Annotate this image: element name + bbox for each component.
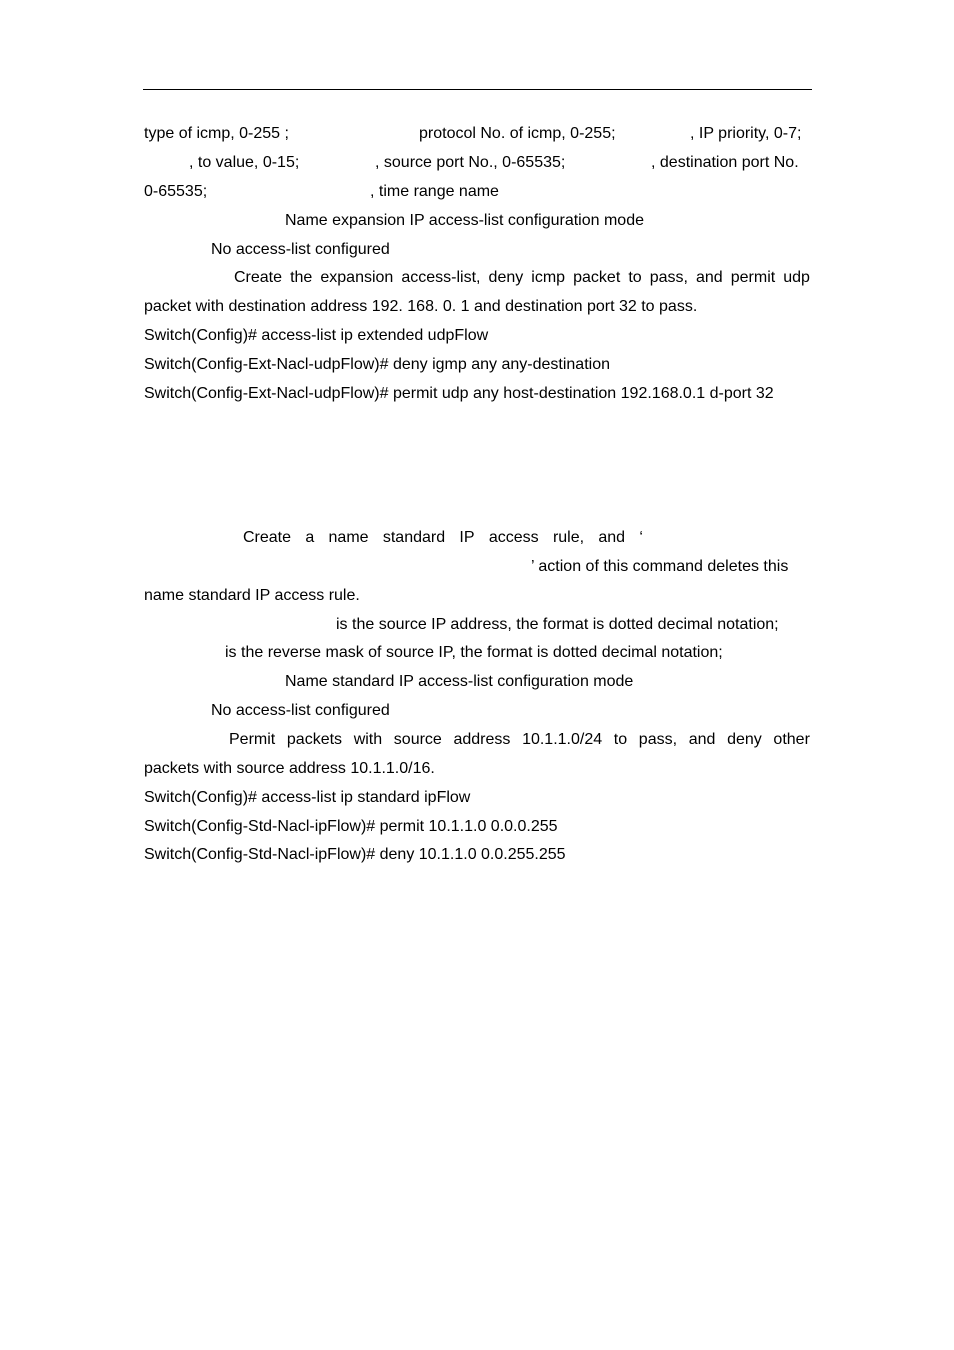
word: with [353, 731, 383, 748]
param-line: is the reverse mask of source IP, the format is dotted decimal notation; [225, 644, 723, 661]
example-description-cont: packets with source address 10.1.1.0/16. [144, 760, 435, 777]
word: 10.1.1.0/24 [522, 731, 603, 748]
word: Permit [229, 731, 276, 748]
word: access-list, [401, 269, 481, 286]
word: the [290, 269, 313, 286]
default-setting: No access-list configured [211, 702, 390, 719]
param-line: , to value, 0-15; [189, 154, 300, 171]
command-line: Switch(Config-Std-Nacl-ipFlow)# deny 10.1.1.0 0.0.255.255 [144, 846, 566, 863]
default-setting: No access-list configured [211, 241, 390, 258]
command-mode: Name expansion IP access-list configuration mode [285, 212, 644, 229]
function-description [243, 528, 643, 548]
word: packets [286, 731, 343, 748]
example-description [229, 730, 810, 750]
word: deny [488, 269, 524, 286]
param-line: , IP priority, 0-7; [690, 125, 802, 142]
param-line: type of icmp, 0-255 ; [144, 125, 289, 142]
function-description-cont: name standard IP access rule. [144, 587, 360, 604]
param-line: , time range name [370, 183, 499, 200]
command-line: Switch(Config)# access-list ip standard ipFlow [144, 789, 471, 806]
word: Create [243, 529, 292, 546]
example-description [234, 268, 810, 288]
word: to [613, 731, 628, 748]
word: and [598, 529, 626, 546]
word: other [773, 731, 810, 748]
word: standard [382, 529, 446, 546]
word: permit [730, 269, 776, 286]
word: Create [234, 269, 283, 286]
header-rule [143, 89, 812, 90]
param-line: 0-65535; [144, 183, 208, 200]
word: rule, [552, 529, 585, 546]
word: udp [783, 269, 810, 286]
command-line: Switch(Config-Ext-Nacl-udpFlow)# permit udp any host-destination 192.168.0.1 d-port 32 [144, 385, 774, 402]
word: to [628, 269, 642, 286]
param-line: protocol No. of icmp, 0-255; [419, 125, 616, 142]
word: address [453, 731, 511, 748]
command-mode: Name standard IP access-list configuration mode [285, 673, 634, 690]
word: access [488, 529, 539, 546]
command-line: Switch(Config)# access-list ip extended udpFlow [144, 327, 489, 344]
word: packet [573, 269, 621, 286]
word: IP [459, 529, 475, 546]
example-description-cont: packet with destination address 192. 168. 0. 1 and destination port 32 to pass. [144, 298, 698, 315]
word: and [688, 731, 716, 748]
command-line: Switch(Config-Ext-Nacl-udpFlow)# deny igmp any any-destination [144, 356, 610, 373]
word: source [393, 731, 442, 748]
word: pass, [649, 269, 688, 286]
word: name [328, 529, 369, 546]
command-line: Switch(Config-Std-Nacl-ipFlow)# permit 10.1.1.0 0.0.0.255 [144, 818, 558, 835]
word: a [305, 529, 315, 546]
word: expansion [320, 269, 394, 286]
word: pass, [638, 731, 678, 748]
param-line: , destination port No. [651, 154, 799, 171]
param-line: is the source IP address, the format is dotted decimal notation; [336, 616, 779, 633]
word: icmp [531, 269, 566, 286]
function-description-cont: ’ action of this command deletes this [531, 558, 789, 575]
word: ‘ [639, 529, 643, 546]
word: and [696, 269, 723, 286]
param-line: , source port No., 0-65535; [375, 154, 566, 171]
word: deny [727, 731, 762, 748]
